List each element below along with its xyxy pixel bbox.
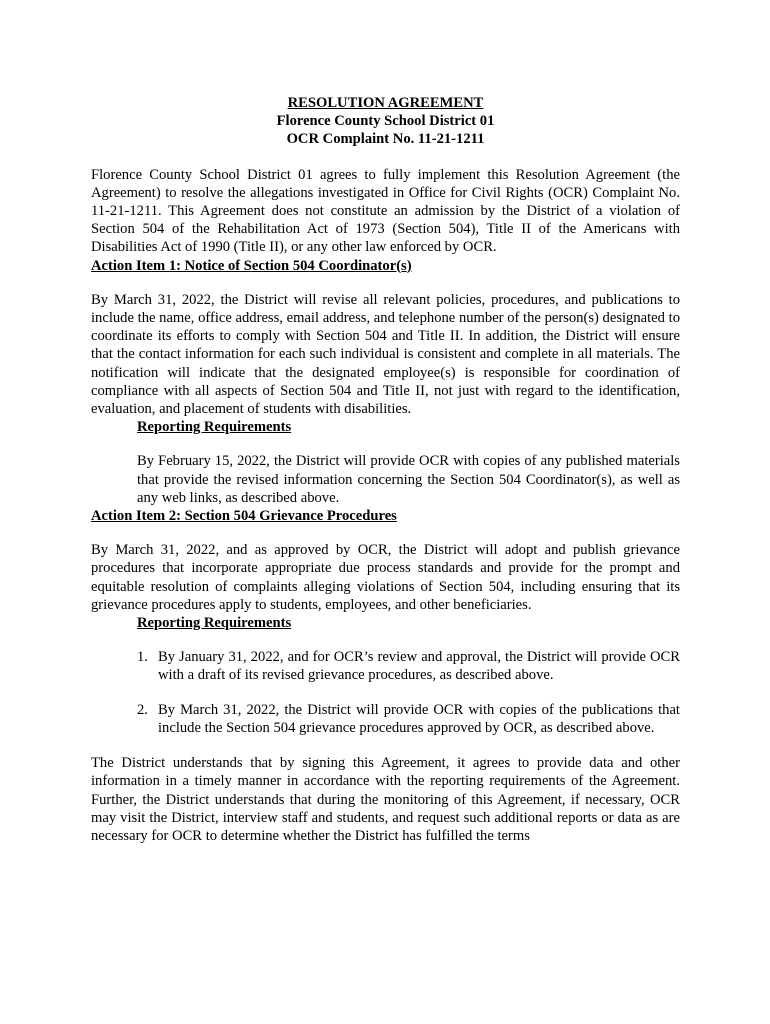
action-item-1-body: By March 31, 2022, the District will revise all relevant policies, procedures, and publications to include the name, office address, email address, and telephone number of the person(s) designated to coordinate its efforts to comply with Section 504 and Title II. In addition, the District will ensure that the contact information for each such individual is consistent and complete in all materials. The notification will indicate that the designated employee(s) is responsible for coordination of compliance with all aspects of Section 504 and Title II, not just with regard to the identification, evaluation, and placement of students with disabilities. xyxy=(91,291,680,418)
action-item-1-heading: Action Item 1: Notice of Section 504 Coordinator(s) xyxy=(91,257,412,274)
list-item-number: 2. xyxy=(137,701,148,718)
list-item xyxy=(137,701,680,737)
list-item-text: By January 31, 2022, and for OCR’s review and approval, the District will provide OCR with a draft of its revised grievance procedures, as described above. xyxy=(158,649,680,684)
action-item-2-reporting-heading: Reporting Requirements xyxy=(137,615,292,632)
action-item-1-reporting-heading: Reporting Requirements xyxy=(137,419,292,436)
list-item-text: By March 31, 2022, the District will provide OCR with copies of the publications that include the Section 504 grievance procedures approved by OCR, as described above. xyxy=(158,701,680,736)
district-name: Florence County School District 01 xyxy=(276,113,495,130)
list-item-number: 1. xyxy=(137,649,148,666)
closing-paragraph: The District understands that by signing this Agreement, it agrees to provide data and other information in a timely manner in accordance with the reporting requirements of the Agreement. Further, the District understands that during the monitoring of this Agreement, if necessary, OCR may visit the District, interview staff and students, and request such additional reports or data as are necessary for OCR to determine whether the District has fulfilled the terms xyxy=(91,755,680,844)
agreement-title: RESOLUTION AGREEMENT xyxy=(287,95,484,111)
action-item-2-heading: Action Item 2: Section 504 Grievance Procedures xyxy=(91,508,397,525)
action-item-2-body: By March 31, 2022, and as approved by OCR, the District will adopt and publish grievance procedures that incorporate appropriate due process standards and provide for the prompt and equitable resolution of complaints alleging violations of Section 504, including ensuring that its grievance procedures apply to students, employees, and other beneficiaries. xyxy=(91,542,680,613)
action-item-1-reporting-body: By February 15, 2022, the District will provide OCR with copies of any published materials that provide the revised information concerning the Section 504 Coordinator(s), as well as any web links, as described above. xyxy=(137,453,680,506)
intro-paragraph: Florence County School District 01 agrees to fully implement this Resolution Agreement (the Agreement) to resolve the allegations investigated in Office for Civil Rights (OCR) Complaint No. 11-21-1211. This Agreement does not constitute an admission by the District of a violation of Section 504 of the Rehabilitation Act of 1973 (Section 504), Title II of the Americans with Disabilities Act of 1990 (Title II), or any other law enforced by OCR. xyxy=(91,166,680,256)
document-content xyxy=(91,94,680,845)
reporting-requirements-list xyxy=(91,648,680,737)
complaint-number: OCR Complaint No. 11-21-1211 xyxy=(286,131,485,148)
list-item xyxy=(137,648,680,684)
document-header xyxy=(91,94,680,149)
